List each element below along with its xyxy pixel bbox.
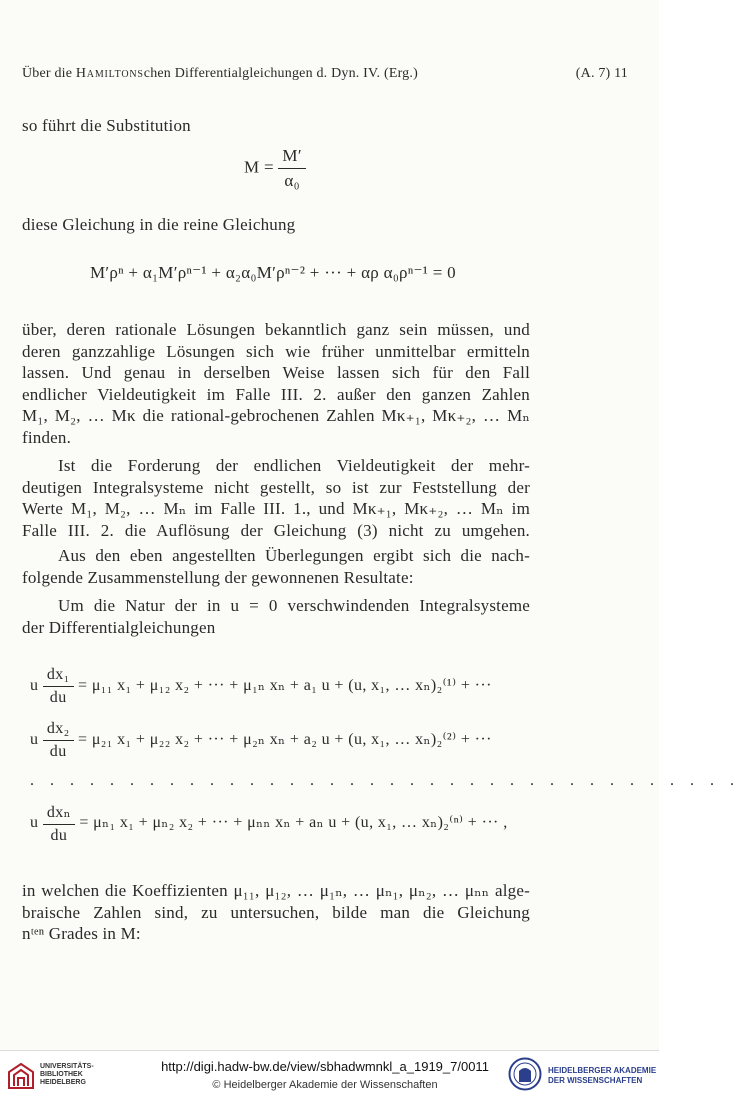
ode-numerator: dx₁ bbox=[43, 666, 74, 687]
paragraph-4-line: der Differentialgleichungen bbox=[22, 617, 216, 637]
paragraph-2-line: Falle III. 2. die Auflösung der Gleichung (3) nicht zu umgehen. bbox=[22, 520, 530, 540]
library-logo-line: UNIVERSITÄTS- bbox=[40, 1063, 94, 1070]
paragraph-2-line: Ist die Forderung der endlichen Vieldeutigkeit der mehr- bbox=[58, 456, 530, 475]
page-reference: (A. 7) 11 bbox=[575, 66, 628, 81]
paragraph-3 bbox=[22, 545, 530, 588]
eq1-fraction bbox=[278, 146, 305, 191]
viewer-footer bbox=[0, 1050, 659, 1098]
ode-row-n bbox=[30, 802, 508, 845]
running-header bbox=[22, 66, 634, 82]
substitution-equation bbox=[244, 146, 306, 191]
library-emblem-icon bbox=[6, 1062, 36, 1090]
ode-denominator: du bbox=[49, 743, 67, 760]
paragraph-1-line: M₁, M₂, … Mκ die rational-gebrochenen Zahlen Mκ₊₁, Mκ₊₂, … Mₙ bbox=[22, 406, 530, 425]
permalink-url[interactable]: http://digi.hadw-bw.de/view/sbhadwmnkl_a_1919_7/0011 bbox=[161, 1059, 489, 1074]
pure-equation: M′ρⁿ + α₁M′ρⁿ⁻¹ + α₂α₀M′ρⁿ⁻² + ··· + αρ α₀ρⁿ⁻¹ = 0 bbox=[90, 263, 456, 282]
ode-derivative bbox=[43, 720, 74, 761]
paragraph-2 bbox=[22, 455, 530, 541]
ode-prefix: u bbox=[30, 814, 39, 832]
eq1-denominator: α₀ bbox=[284, 171, 300, 190]
paragraph-1-line: endlicher Vieldeutigkeit im Falle III. 2. außer den ganzen Zahlen bbox=[22, 384, 530, 404]
paragraph-1-line: deren ganzzahlige Lösungen sich wie früher unmittelbar ermitteln bbox=[22, 341, 530, 361]
ode-rhs: = μₙ₁ x₁ + μₙ₂ x₂ + ··· + μₙₙ xₙ + aₙ u + (u, x₁, … xₙ)₂⁽ⁿ⁾ + ··· , bbox=[79, 814, 508, 832]
eq1-numerator: M′ bbox=[278, 146, 305, 169]
paragraph-4 bbox=[22, 595, 530, 638]
ode-numerator: dx₂ bbox=[43, 720, 74, 741]
copyright-notice: © Heidelberger Akademie der Wissenschaften bbox=[212, 1079, 438, 1091]
header-title: chen Differentialgleichungen d. Dyn. IV. (Erg.) bbox=[143, 66, 418, 81]
paragraph-5 bbox=[22, 880, 530, 945]
library-logo-line: BIBLIOTHEK bbox=[40, 1071, 83, 1078]
library-logo-text bbox=[40, 1063, 94, 1087]
library-logo-line: HEIDELBERG bbox=[40, 1079, 86, 1086]
ode-derivative bbox=[43, 802, 75, 845]
paragraph-4-line: Um die Natur der in u = 0 verschwindenden Integralsysteme bbox=[58, 596, 530, 615]
intro-line: so führt die Substitution bbox=[22, 116, 191, 135]
header-name: Hamiltons bbox=[75, 66, 144, 81]
eq1-lhs: M = bbox=[244, 157, 274, 177]
academy-logo-text bbox=[548, 1066, 656, 1086]
university-library-logo[interactable] bbox=[6, 1060, 126, 1092]
paragraph-3-line: Aus den eben angestellten Überlegungen ergibt sich die nach- bbox=[58, 546, 530, 565]
after-eq1-line: diese Gleichung in die reine Gleichung bbox=[22, 215, 296, 234]
paragraph-5-line: braische Zahlen sind, zu untersuchen, bilde man die Gleichung bbox=[22, 902, 530, 922]
ode-rhs: = μ₂₁ x₁ + μ₂₂ x₂ + ··· + μ₂ₙ xₙ + a₂ u + (u, x₁, … xₙ)₂⁽²⁾ + ··· bbox=[78, 731, 492, 749]
paragraph-1-line: finden. bbox=[22, 427, 72, 447]
paragraph-1-line: lassen. Und genau in derselben Weise lassen sich für den Fall bbox=[22, 363, 530, 382]
ode-denominator: du bbox=[50, 827, 68, 844]
paragraph-2-line: Werte M₁, M₂, … Mₙ im Falle III. 1., und Mκ₊₁, Mκ₊₂, … Mₙ im bbox=[22, 499, 530, 518]
ode-rhs: = μ₁₁ x₁ + μ₁₂ x₂ + ··· + μ₁ₙ xₙ + a₁ u + (u, x₁, … xₙ)₂⁽¹⁾ + ··· bbox=[78, 677, 492, 695]
ode-prefix: u bbox=[30, 677, 39, 695]
academy-logo-line: DER WISSENSCHAFTEN bbox=[548, 1076, 643, 1085]
paragraph-1-line: über, deren rationale Lösungen bekanntlich ganz sein müssen, und bbox=[22, 320, 530, 339]
ellipsis-row: . . . . . . . . . . . . . . . . . . . . . . . . . . . . . . . . . . . . bbox=[30, 772, 740, 789]
paragraph-1 bbox=[22, 319, 530, 448]
header-prefix: Über die bbox=[22, 66, 76, 81]
ode-prefix: u bbox=[30, 731, 39, 749]
ode-row-1 bbox=[30, 666, 492, 707]
paragraph-2-line: deutigen Integralsysteme nicht gestellt, so ist zur Feststellung der bbox=[22, 477, 530, 497]
academy-logo[interactable] bbox=[508, 1057, 658, 1093]
paragraph-5-line: in welchen die Koeffizienten μ₁₁, μ₁₂, … μ₁ₙ, … μₙ₁, μₙ₂, … μₙₙ alge- bbox=[22, 881, 530, 900]
paragraph-5-line: nᵗᵉⁿ Grades in M: bbox=[22, 924, 141, 943]
ode-denominator: du bbox=[49, 689, 67, 706]
academy-logo-line: HEIDELBERGER AKADEMIE bbox=[548, 1066, 657, 1075]
academy-seal-icon bbox=[508, 1057, 542, 1091]
paragraph-3-line: folgende Zusammenstellung der gewonnenen Resultate: bbox=[22, 567, 414, 587]
ode-numerator: dxₙ bbox=[43, 802, 75, 825]
ode-row-2 bbox=[30, 720, 492, 761]
ode-derivative bbox=[43, 666, 74, 707]
